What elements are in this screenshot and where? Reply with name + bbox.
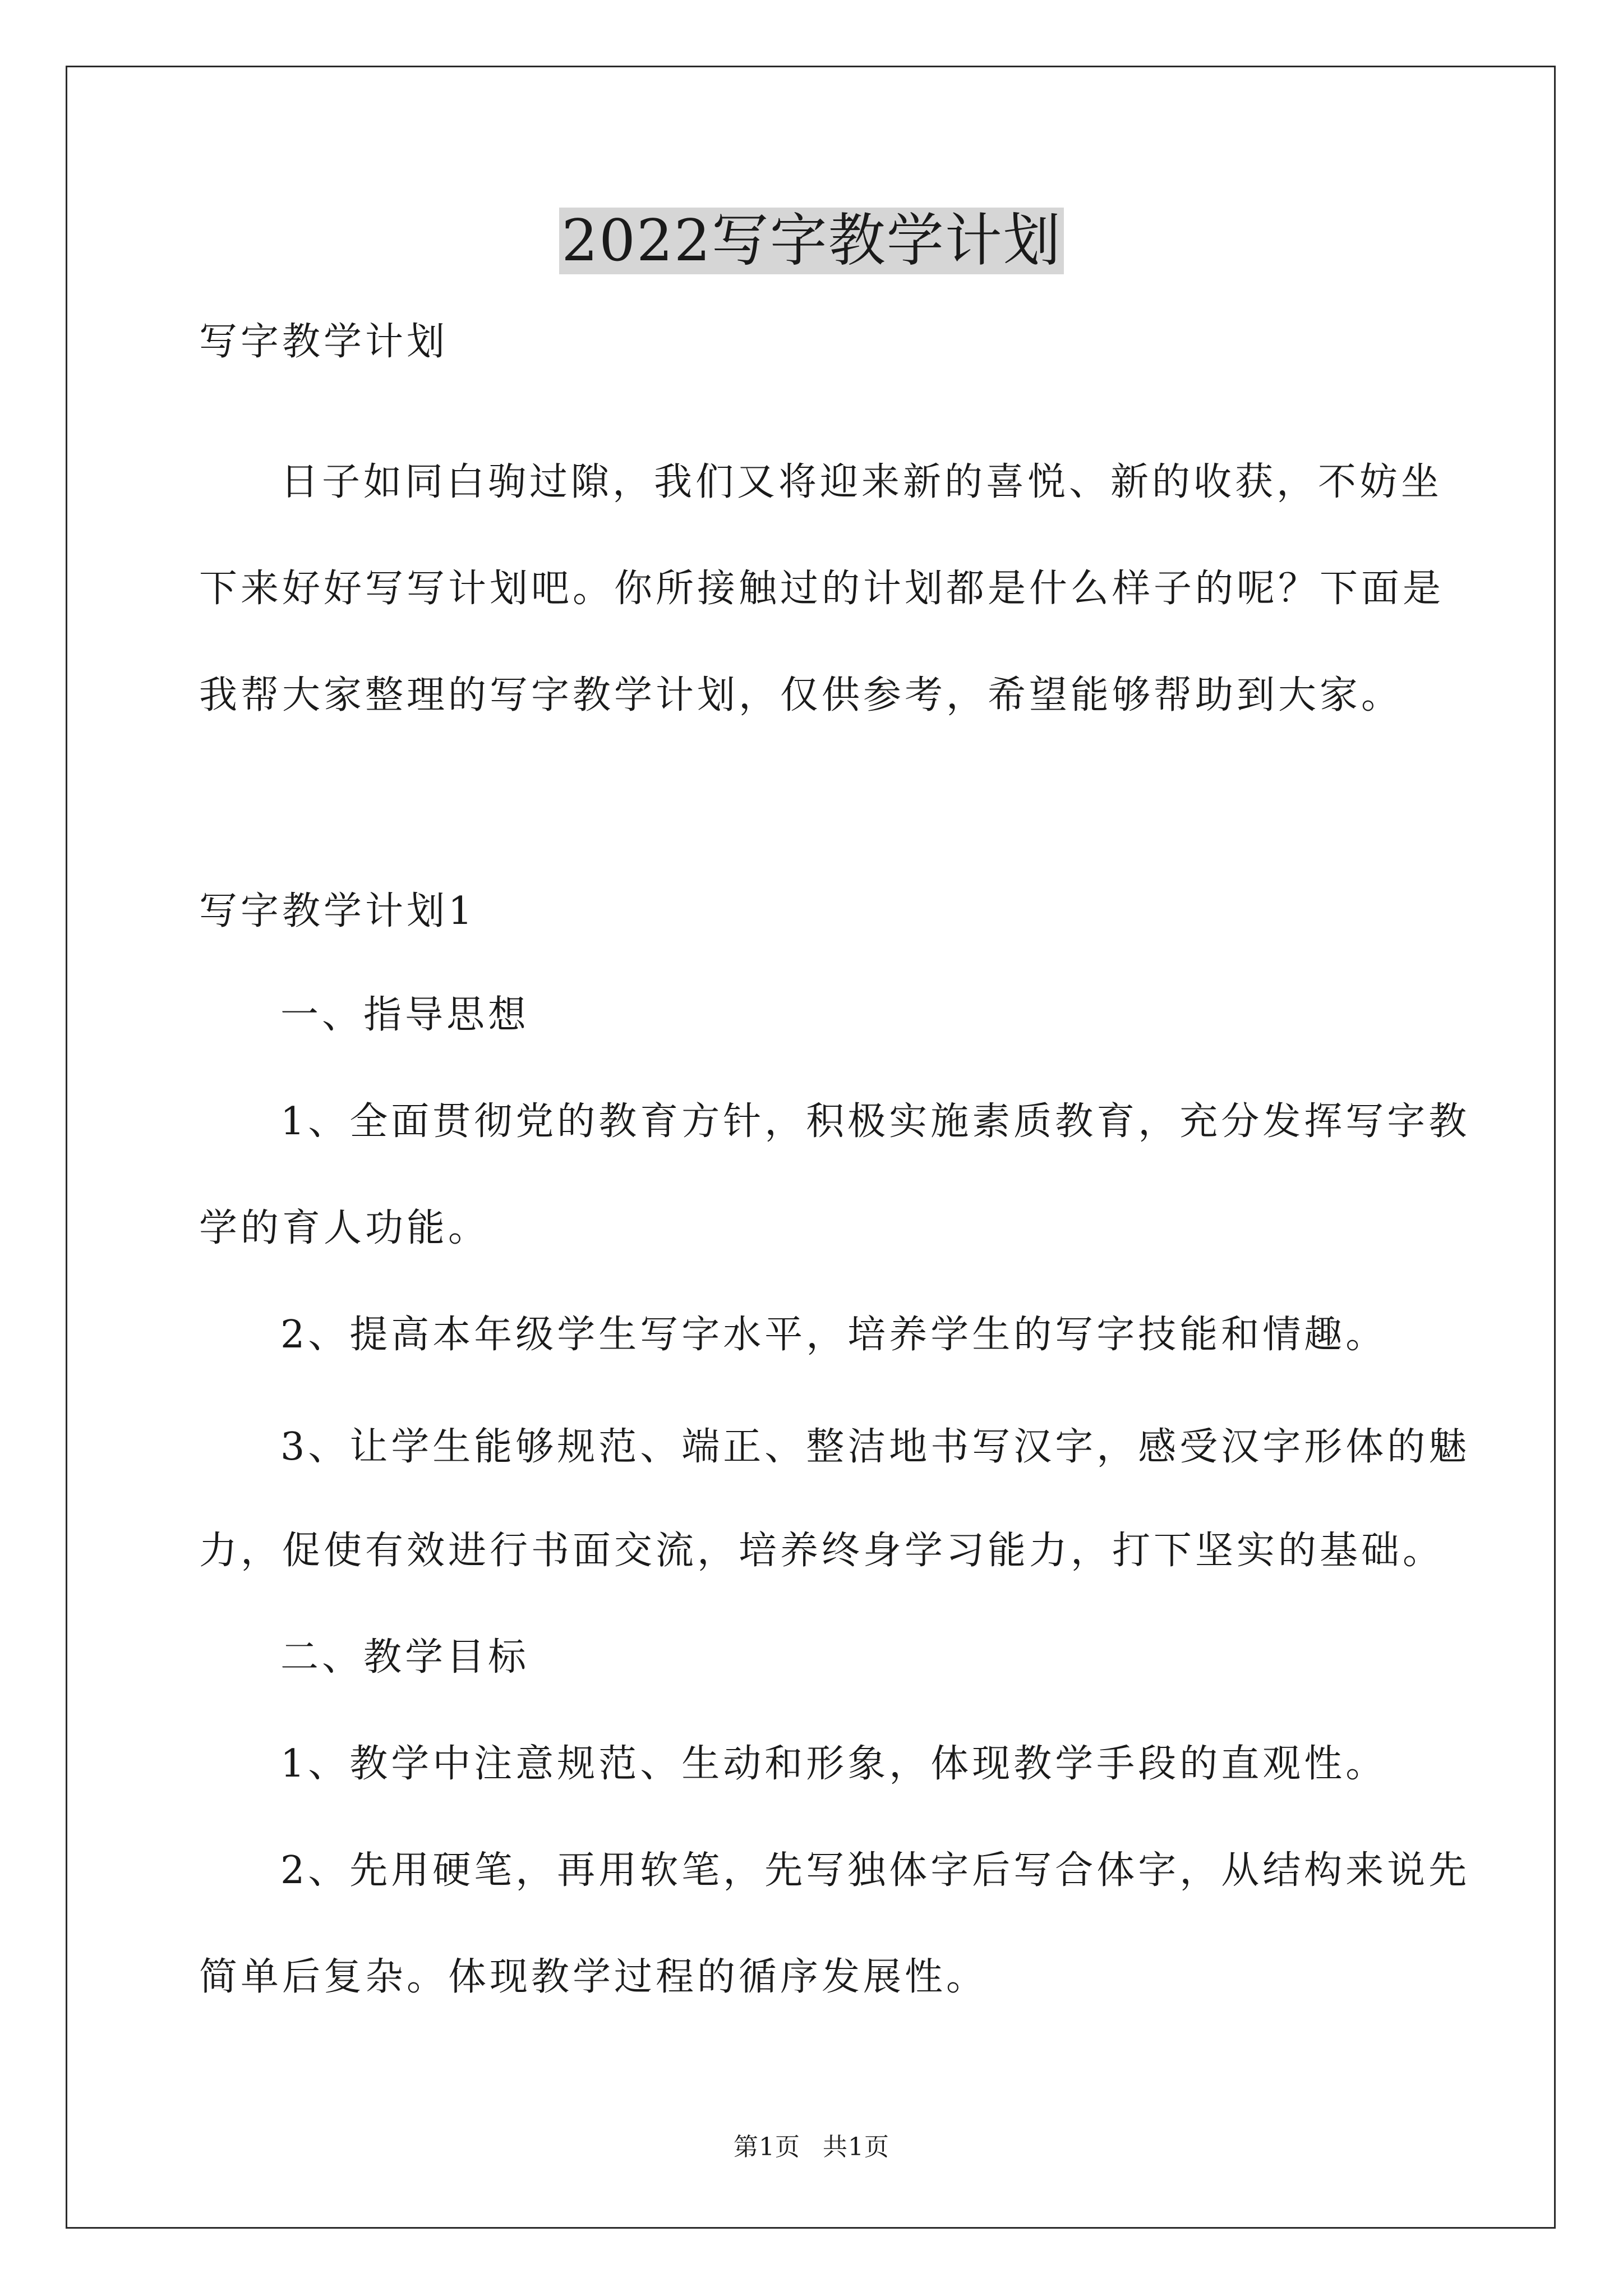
section-heading: 写字教学计划 bbox=[199, 320, 449, 364]
paragraph-line: 力，促使有效进行书面交流，培养终身学习能力，打下坚实的基础。 bbox=[199, 1529, 1445, 1573]
paragraph-line: 2、先用硬笔，再用软笔，先写独体字后写合体字，从结构来说先 bbox=[280, 1848, 1470, 1893]
paragraph-line: 学的育人功能。 bbox=[199, 1206, 490, 1250]
page-number: 第1页 bbox=[734, 2133, 800, 2161]
subsection-heading: 一、指导思想 bbox=[280, 993, 530, 1037]
paragraph-line: 1、教学中注意规范、生动和形象，体现教学手段的直观性。 bbox=[280, 1742, 1387, 1786]
subsection-heading: 二、教学目标 bbox=[280, 1635, 530, 1680]
document-title bbox=[0, 208, 1623, 275]
page-border bbox=[66, 66, 1556, 2229]
page-total: 共1页 bbox=[823, 2133, 889, 2161]
page-footer bbox=[0, 2133, 1623, 2161]
document-title-text: 2022写字教学计划 bbox=[559, 208, 1064, 274]
paragraph-line: 简单后复杂。体现教学过程的循序发展性。 bbox=[199, 1955, 988, 1999]
paragraph-line: 下来好好写写计划吧。你所接触过的计划都是什么样子的呢？下面是 bbox=[199, 567, 1445, 611]
section-heading: 写字教学计划1 bbox=[199, 889, 476, 933]
paragraph-line: 3、让学生能够规范、端正、整洁地书写汉字，感受汉字形体的魅 bbox=[280, 1425, 1470, 1469]
paragraph-line: 我帮大家整理的写字教学计划，仅供参考，希望能够帮助到大家。 bbox=[199, 673, 1403, 717]
paragraph-line: 1、全面贯彻党的教育方针，积极实施素质教育，充分发挥写字教 bbox=[280, 1099, 1470, 1144]
paragraph-line: 日子如同白驹过隙，我们又将迎来新的喜悦、新的收获，不妨坐 bbox=[280, 460, 1443, 504]
paragraph-line: 2、提高本年级学生写字水平，培养学生的写字技能和情趣。 bbox=[280, 1313, 1387, 1357]
